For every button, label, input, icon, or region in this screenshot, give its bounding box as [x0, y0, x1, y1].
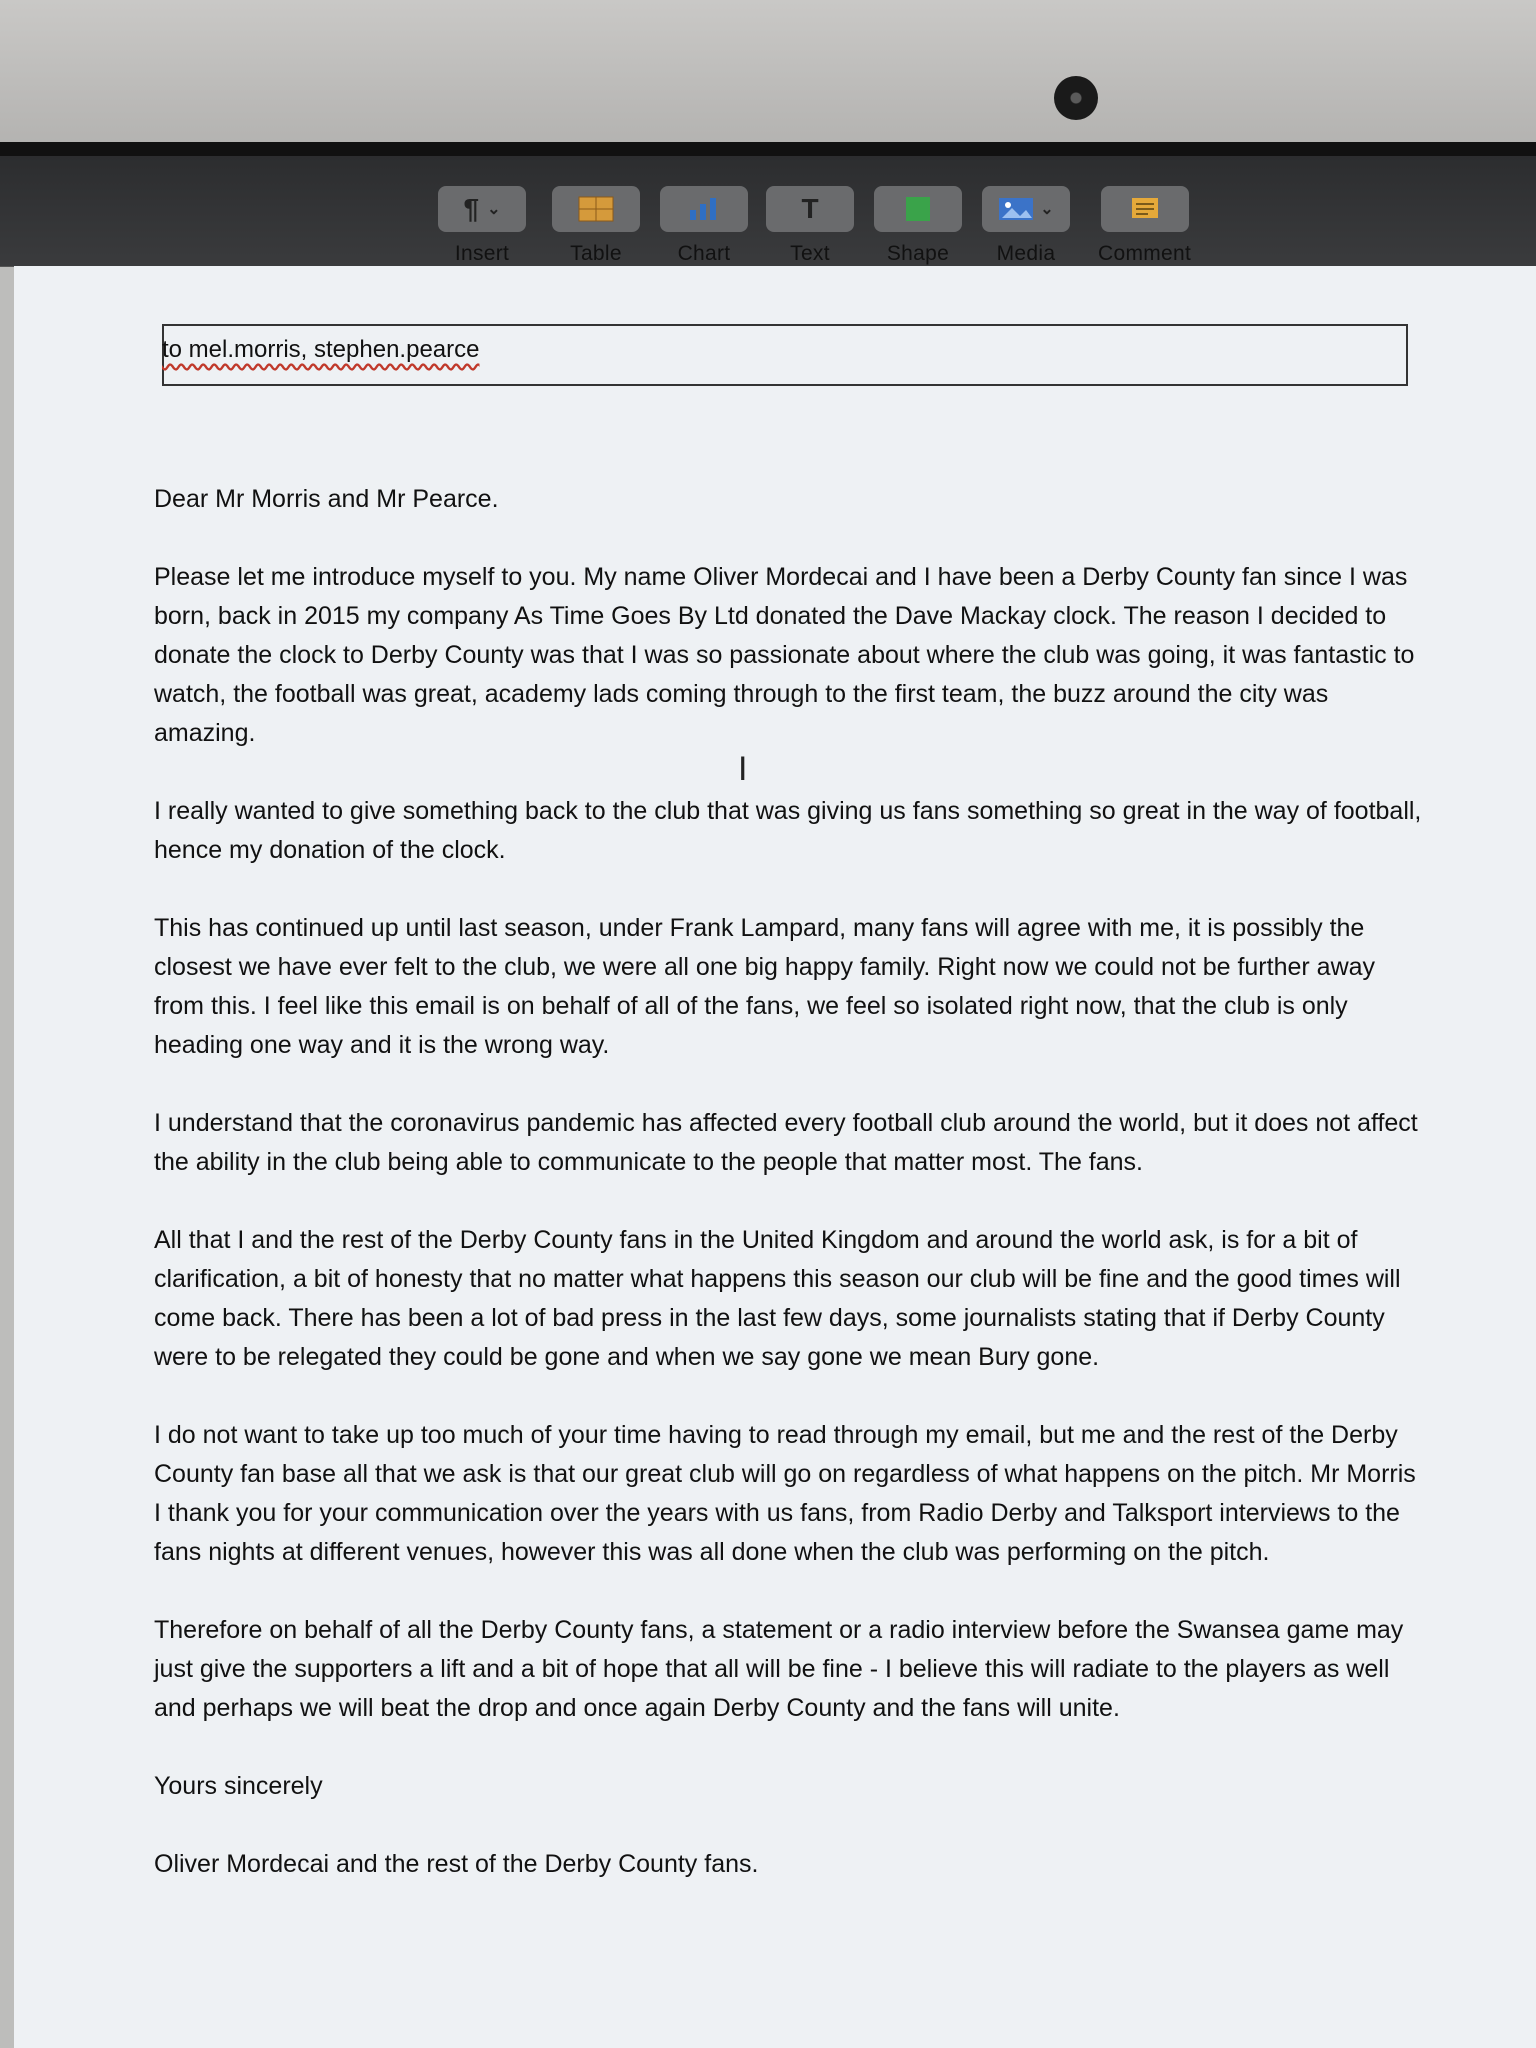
salutation: Dear Mr Morris and Mr Pearce.: [154, 485, 499, 513]
paragraph-2: I really wanted to give something back to the club that was giving us fans something so great in the way of football, hence my donation of the clock.: [154, 797, 1422, 864]
shape-label: Shape: [886, 242, 950, 265]
comment-icon: [1101, 186, 1189, 232]
insert-label: Insert: [454, 242, 510, 265]
media-button[interactable]: [982, 186, 1070, 266]
paragraph-1: Please let me introduce myself to you. My name Oliver Mordecai and I have been a Derby County fan since I was born, back in 2015 my company As Time Goes By Ltd donated the Dave Mackay clock. The reason I decided to donate the clock to Derby County was that I was so passionate about where the club was going, it was fantastic to watch, the football was great, academy lads coming through to the first team, the buzz around the city was amazing.: [154, 563, 1415, 747]
pages-toolbar: [0, 156, 1536, 267]
laptop-bezel: [0, 0, 1536, 150]
signature: Oliver Mordecai and the rest of the Derby County fans.: [154, 1850, 759, 1878]
table-icon: [552, 186, 640, 232]
paragraph-5: All that I and the rest of the Derby County fans in the United Kingdom and around the world ask, is for a bit of clarification, a bit of honesty that no matter what happens this season our club will be fine and the good times will come back. There has been a lot of bad press in the last few days, some journalists stating that if Derby County were to be relegated they could be gone and when we say gone we mean Bury gone.: [154, 1226, 1401, 1371]
text-button[interactable]: [766, 186, 854, 266]
table-button[interactable]: [552, 186, 640, 266]
paragraph-4: I understand that the coronavirus pandemic has affected every football club around the world, but it does not affect the ability in the club being able to communicate to the people that matter most. The fans.: [154, 1109, 1418, 1176]
media-icon: ⌄: [982, 186, 1070, 232]
shape-button[interactable]: [874, 186, 962, 266]
chart-icon: [660, 186, 748, 232]
webcam-icon: [1054, 76, 1098, 120]
letter-body[interactable]: [154, 480, 1424, 1923]
shape-icon: [874, 186, 962, 232]
paragraph-icon: ¶ ⌄: [438, 186, 526, 232]
text-cursor-icon: I: [738, 750, 748, 788]
chart-label: Chart: [677, 242, 731, 265]
paragraph-6: I do not want to take up too much of your time having to read through my email, but me and the rest of the Derby County fan base all that we ask is that our great club will go on regardless of what happens on the pitch. Mr Morris I thank you for your communication over the years with us fans, from Radio Derby and Talksport interviews to the fans nights at different venues, however this was all done when the club was performing on the pitch.: [154, 1421, 1416, 1566]
comment-label: Comment: [1098, 242, 1192, 265]
closing: Yours sincerely: [154, 1772, 323, 1800]
screen-edge: [0, 142, 1536, 156]
media-label: Media: [996, 242, 1056, 265]
comment-button[interactable]: [1098, 186, 1191, 266]
recipient-text: to mel.morris, stephen.pearce: [162, 336, 480, 363]
text-icon: T: [766, 186, 854, 232]
chart-button[interactable]: [660, 186, 748, 266]
insert-button[interactable]: [438, 186, 526, 266]
paragraph-7: Therefore on behalf of all the Derby County fans, a statement or a radio interview before the Swansea game may just give the supporters a lift and a bit of hope that all will be fine - I believe this will radiate to the players as well and perhaps we will beat the drop and once again Derby County and the fans will unite.: [154, 1616, 1404, 1722]
text-label: Text: [790, 242, 830, 265]
paragraph-3: This has continued up until last season, under Frank Lampard, many fans will agree with me, it is possibly the closest we have ever felt to the club, we were all one big happy family. Right now we could not be further away from this. I feel like this email is on behalf of all of the fans, we feel so isolated right now, that the club is only heading one way and it is the wrong way.: [154, 914, 1376, 1059]
table-label: Table: [570, 242, 622, 265]
